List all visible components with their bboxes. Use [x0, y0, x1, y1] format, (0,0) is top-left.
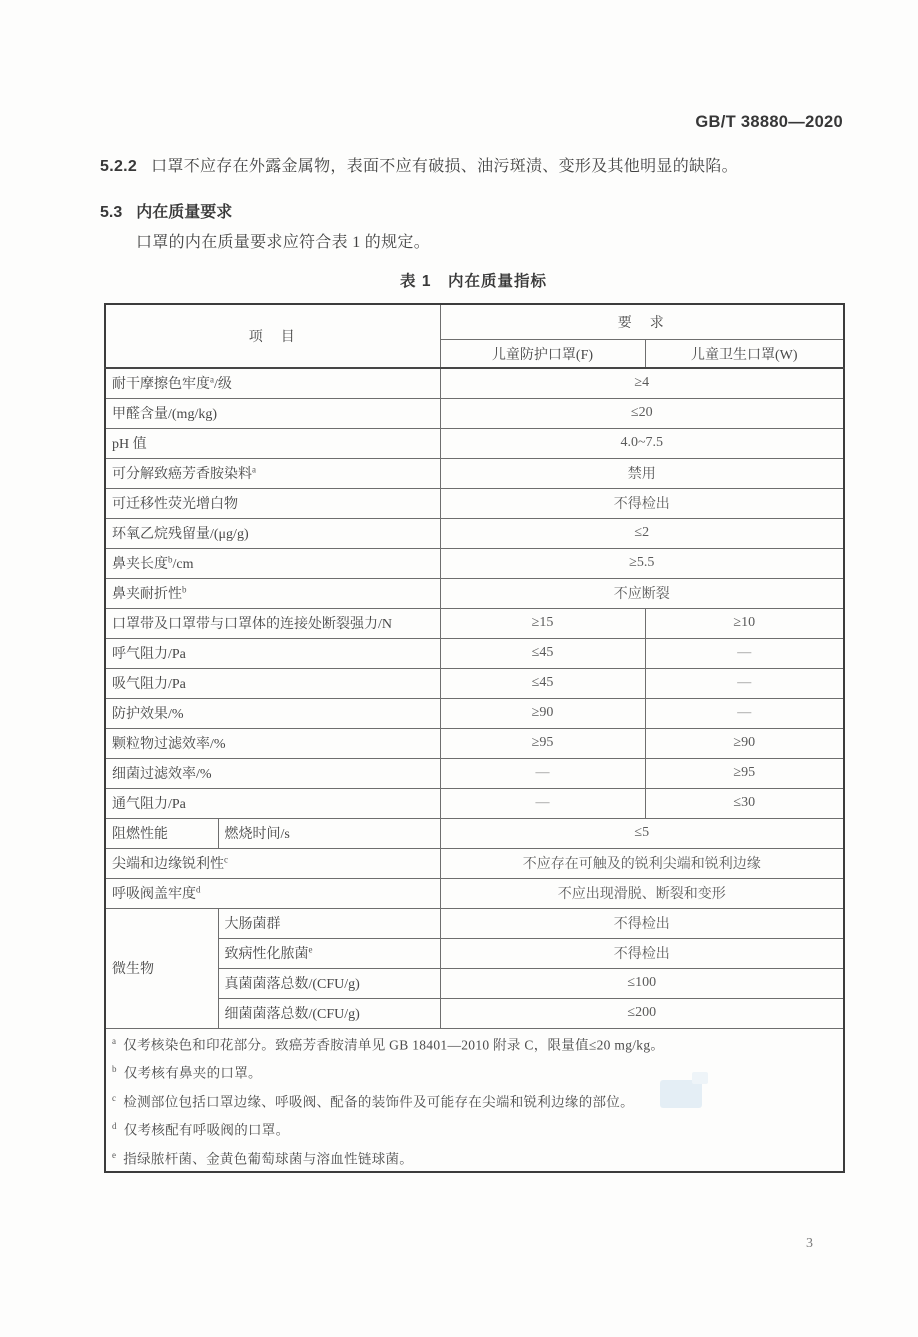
footnote-marker: a — [112, 1035, 117, 1046]
page-number: 3 — [806, 1236, 813, 1251]
row-value-f: ≥90 — [440, 698, 645, 728]
row-value-w: — — [645, 638, 844, 668]
footnote-marker: e — [112, 1149, 117, 1160]
footnote-ref: b — [182, 584, 187, 595]
row-value-merged: 不得检出 — [440, 938, 844, 968]
row-label: 耐干摩擦色牢度$^a$/级 — [105, 368, 440, 398]
table-row — [105, 488, 844, 518]
row-value-w: ≤30 — [645, 788, 844, 818]
row-group-label: 阻燃性能 — [105, 818, 218, 848]
footnote-text: 仅考核配有呼吸阀的口罩。 — [123, 1122, 290, 1138]
table-caption: 表 1 内在质量指标 — [400, 273, 547, 290]
row-label: 致病性化脓菌$^e$ — [218, 938, 440, 968]
row-value-merged: ≤5 — [440, 818, 844, 848]
row-value-merged: ≤100 — [440, 968, 844, 998]
table-row — [105, 878, 844, 908]
row-value-merged: 不应出现滑脱、断裂和变形 — [440, 878, 844, 908]
table-row — [105, 848, 844, 878]
row-value-merged: ≤2 — [440, 518, 844, 548]
clause-number: 5.3 — [100, 204, 123, 221]
row-value-w: ≥10 — [645, 608, 844, 638]
table-row — [105, 758, 844, 788]
header-item: 项 目 — [105, 304, 440, 368]
row-value-w: — — [645, 668, 844, 698]
footnote-ref: a — [210, 374, 214, 385]
row-value-merged: ≤20 — [440, 398, 844, 428]
footnote-text: 检测部位包括口罩边缘、呼吸阀、配备的装饰件及可能存在尖端和锐利边缘的部位。 — [123, 1094, 634, 1109]
row-label: 颗粒物过滤效率/% — [105, 728, 440, 758]
row-label: 可迁移性荧光增白物 — [105, 488, 440, 518]
row-label: 防护效果/% — [105, 698, 440, 728]
standard-code: GB/T 38880—2020 — [695, 113, 843, 131]
row-label: 环氧乙烷残留量/(μg/g) — [105, 518, 440, 548]
row-label: 尖端和边缘锐利性$^c$ — [105, 848, 440, 878]
row-value-w: ≥90 — [645, 728, 844, 758]
footnote-ref: b — [168, 554, 173, 565]
table-row — [105, 578, 844, 608]
quality-table-body — [105, 368, 844, 1028]
row-label: 通气阻力/Pa — [105, 788, 440, 818]
footnote — [112, 1114, 837, 1143]
header-requirement: 要 求 — [440, 304, 844, 340]
watermark-artifact — [660, 1080, 702, 1108]
row-value-merged: 4.0~7.5 — [440, 428, 844, 458]
footnote-ref: a — [252, 464, 256, 475]
table-row — [105, 728, 844, 758]
footnote-text: 指绿脓杆菌、金黄色葡萄球菌与溶血性链球菌。 — [123, 1151, 414, 1166]
table-row — [105, 458, 844, 488]
row-label: 可分解致癌芳香胺染料$^a$ — [105, 458, 440, 488]
footnote-text: 仅考核染色和印花部分。致癌芳香胺清单见 GB 18401—2010 附录 C，限量值≤20 mg/kg。 — [123, 1037, 665, 1052]
row-label: 燃烧时间/s — [218, 818, 440, 848]
row-value-f: ≤45 — [440, 638, 645, 668]
table-footnotes — [112, 1029, 837, 1172]
row-label: pH 值 — [105, 428, 440, 458]
row-label: 吸气阻力/Pa — [105, 668, 440, 698]
table-notes-section — [105, 1028, 844, 1172]
footnote-ref: c — [224, 854, 228, 865]
table-row — [105, 908, 844, 938]
footnote — [112, 1057, 837, 1086]
footnotes-cell — [105, 1028, 844, 1172]
row-label: 鼻夹耐折性$^b$ — [105, 578, 440, 608]
row-group-label: 微生物 — [105, 908, 218, 1028]
footnote — [112, 1029, 837, 1058]
footnote — [112, 1086, 837, 1115]
footnote-marker: d — [112, 1121, 117, 1131]
footnote-ref: d — [196, 884, 201, 895]
table-row — [105, 548, 844, 578]
row-value-w: ≥95 — [645, 758, 844, 788]
row-value-merged: 禁用 — [440, 458, 844, 488]
table-row — [105, 398, 844, 428]
row-value-merged: ≥5.5 — [440, 548, 844, 578]
table-row — [105, 608, 844, 638]
row-label: 鼻夹长度$^b$/cm — [105, 548, 440, 578]
footnote-marker: c — [112, 1092, 117, 1103]
clause-5-2-2 — [100, 153, 800, 176]
row-label: 呼气阻力/Pa — [105, 638, 440, 668]
clause-title: 内在质量要求 — [136, 204, 233, 221]
footnote-marker: b — [112, 1064, 117, 1074]
row-value-merged: ≤200 — [440, 998, 844, 1028]
table-header — [105, 304, 844, 368]
table-row — [105, 788, 844, 818]
row-value-merged: 不应断裂 — [440, 578, 844, 608]
row-value-merged: 不得检出 — [440, 908, 844, 938]
row-label: 细菌菌落总数/(CFU/g) — [218, 998, 440, 1028]
header-col-f: 儿童防护口罩(F) — [440, 340, 645, 369]
row-value-f: ≤45 — [440, 668, 645, 698]
table-row — [105, 518, 844, 548]
row-value-merged: 不得检出 — [440, 488, 844, 518]
footnote-ref: e — [308, 944, 313, 955]
clause-text: 口罩不应存在外露金属物，表面不应有破损、油污斑渍、变形及其他明显的缺陷。 — [151, 158, 738, 175]
watermark-artifact-secondary — [692, 1072, 708, 1084]
header-col-w: 儿童卫生口罩(W) — [645, 340, 844, 369]
row-label: 呼吸阀盖牢度$^d$ — [105, 878, 440, 908]
row-value-w: — — [645, 698, 844, 728]
row-value-f: — — [440, 758, 645, 788]
quality-requirements-table — [104, 303, 845, 1173]
footnote — [112, 1143, 837, 1172]
row-value-f: — — [440, 788, 645, 818]
row-label: 甲醛含量/(mg/kg) — [105, 398, 440, 428]
row-value-f: ≥15 — [440, 608, 645, 638]
table-row — [105, 638, 844, 668]
footnote-text: 仅考核有鼻夹的口罩。 — [123, 1065, 262, 1081]
table-row — [105, 698, 844, 728]
row-value-merged: ≥4 — [440, 368, 844, 398]
row-label: 真菌菌落总数/(CFU/g) — [218, 968, 440, 998]
clause-5-3-body: 口罩的内在质量要求应符合表 1 的规定。 — [136, 234, 431, 251]
row-value-merged: 不应存在可触及的锐利尖端和锐利边缘 — [440, 848, 844, 878]
clause-5-3-heading — [100, 199, 232, 222]
table-row — [105, 368, 844, 398]
clause-number: 5.2.2 — [100, 158, 138, 175]
table-row — [105, 668, 844, 698]
table-row — [105, 818, 844, 848]
table-row — [105, 428, 844, 458]
row-value-f: ≥95 — [440, 728, 645, 758]
row-label: 口罩带及口罩带与口罩体的连接处断裂强力/N — [105, 608, 440, 638]
row-label: 大肠菌群 — [218, 908, 440, 938]
row-label: 细菌过滤效率/% — [105, 758, 440, 788]
